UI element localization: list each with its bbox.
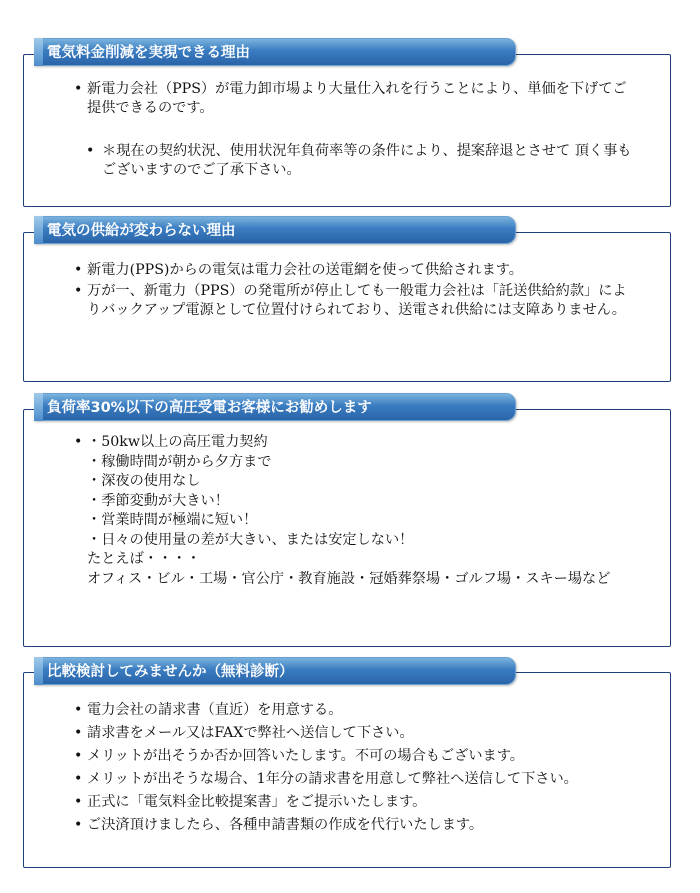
section-title-recommendation: 負荷率30%以下の高圧受電お客様にお勧めします xyxy=(34,393,516,421)
list-item: • メリットが出そうな場合、1年分の請求書を用意して弊社へ送信して下さい。 xyxy=(74,771,578,787)
list-item: オフィス・ビル・工場・官公庁・教育施設・冠婚葬祭場・ゴルフ場・スキー場など xyxy=(87,570,611,587)
list-item: • 新電力会社（PPS）が電力卸市場より大量仕入れを行うことにより、単価を下げてご提供できるのです。 xyxy=(74,81,627,116)
list-item: • 請求書をメール又はFAXで弊社へ送信して下さい。 xyxy=(74,725,414,741)
list-item: • 新電力(PPS)からの電気は電力会社の送電網を使って供給されます。 xyxy=(74,262,523,278)
list-item: • 正式に「電気料金比較提案書」をご提示いたします。 xyxy=(74,794,427,810)
list-item: ・季節変動が大きい！ xyxy=(87,492,229,509)
list-item: ・深夜の使用なし xyxy=(87,473,201,489)
section-content-free-diagnosis xyxy=(74,701,640,835)
list-item: • 電力会社の請求書（直近）を用意する。 xyxy=(74,702,343,718)
section-content-recommendation xyxy=(74,433,640,589)
list-item: たとえば・・・・ xyxy=(87,551,201,567)
section-content-cost-reduction xyxy=(74,80,640,180)
list-item: ・営業時間が極端に短い！ xyxy=(87,512,258,528)
section-title-free-diagnosis: 比較検討してみませんか（無料診断） xyxy=(34,657,516,685)
section-content-supply-stability xyxy=(74,261,640,320)
section-title-cost-reduction: 電気料金削減を実現できる理由 xyxy=(34,38,516,66)
list-item: • メリットが出そうか否か回答いたします。不可の場合もございます。 xyxy=(74,748,524,764)
list-item: ・日々の使用量の差が大きい、または安定しない！ xyxy=(87,531,414,548)
list-item: ・稼働時間が朝から夕方まで xyxy=(87,453,272,470)
list-item: • 万が一、新電力（PPS）の発電所が停止しても一般電力会社は「託送供給約款」によりバックアップ電源として位置付けられており、送電され供給には支障ありません。 xyxy=(74,283,627,318)
list-item: • ご決済頂けましたら、各種申請書類の作成を代行いたします。 xyxy=(74,817,484,833)
list-item: • ・50kw以上の高圧電力契約 xyxy=(74,434,268,450)
section-title-supply-stability: 電気の供給が変わらない理由 xyxy=(34,216,516,244)
note-item: • ＊現在の契約状況、使用状況年負荷率等の条件により、提案辞退とさせて 頂く事もございますのでご了承下さい。 xyxy=(86,143,632,178)
